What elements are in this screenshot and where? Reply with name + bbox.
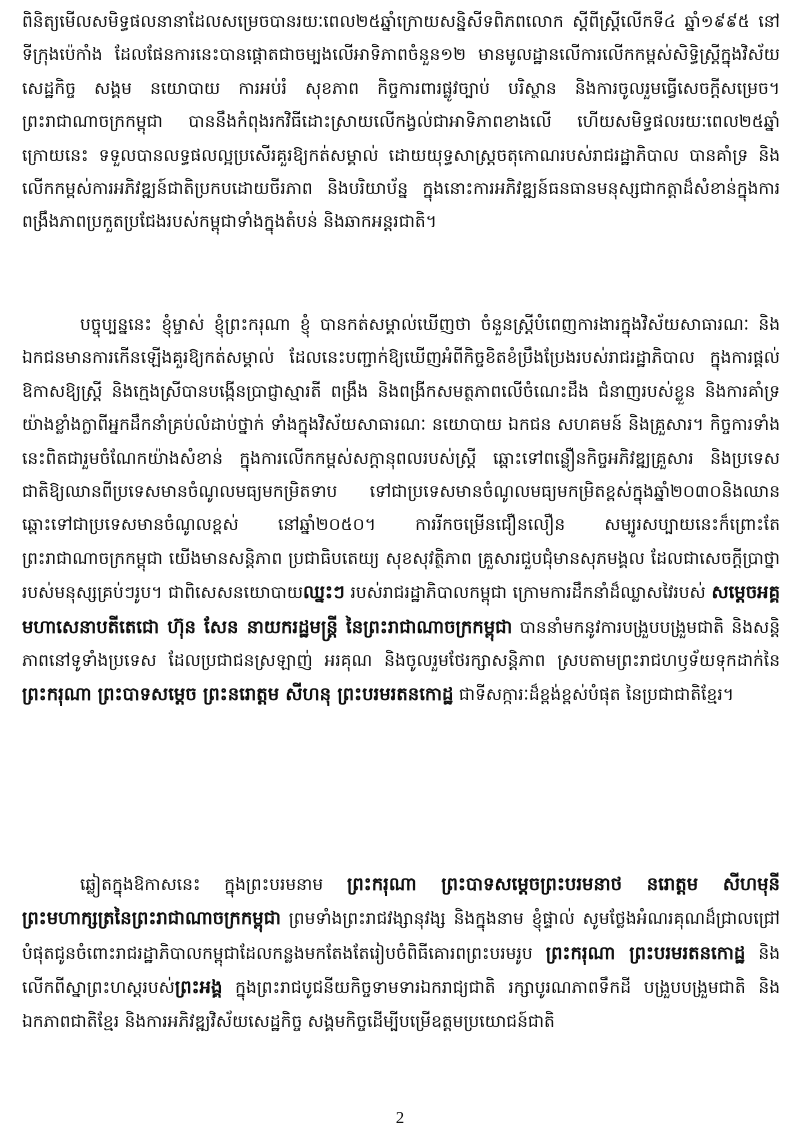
paragraph-1 xyxy=(22,6,780,274)
paragraph-3-text-b: ព្រមទាំងព្រះរាជវង្សានុវង្ស និងក្នុងនាម ខ្ញុំផ្ទាល់ សូមថ្លែងអំណរគុណដ៏ជ្រាលជ្រៅបំផុតជូនចំពោះរាជរដ្ឋាភិបាលកម្ពុជាដែលកន្លងមកតែងតែរៀបចំពិធីគោរពព្រះបរមរូប xyxy=(22,909,780,964)
paragraph-3-bold-king: ព្រះករុណា ព្រះបាទសម្តេចព្រះបរមនាថ នរោត្តម សីហមុនី ព្រះមហាក្សត្រនៃព្រះរាជាណាចក្រកម្ពុជា xyxy=(22,874,780,930)
document-page xyxy=(22,0,780,1143)
paragraph-2-text-c: បាននាំមកនូវការបង្រួបបង្រួមជាតិ និងសន្តិភាពនៅទូទាំងប្រទេស ដែលប្រជាជនស្រឡាញ់ អរគុណ និងចូលរួមថែរក្សាសន្តិភាព ស្របតាមព្រះរាជហឫទ័យទុកដាក់នៃ xyxy=(22,617,780,672)
paragraph-2-text-d: ជាទីសក្ការៈដ៏ខ្ពង់ខ្ពស់បំផុត នៃប្រជាជាតិខ្មែរ។ xyxy=(453,685,734,706)
paragraph-2-bold-prime-minister: សម្តេចអគ្គមហាសេនាបតីតេជោ ហ៊ុន សែន នាយករដ្ឋមន្ត្រី នៃព្រះរាជាណាចក្រកម្ពុជា xyxy=(22,582,780,638)
paragraph-2-bold-king-father: ព្រះករុណា ព្រះបាទសម្តេច ព្រះនរោត្តម សីហនុ ព្រះបរមរតនកោដ្ឋ xyxy=(22,684,454,706)
paragraph-3 xyxy=(22,868,780,1102)
paragraph-3-text-c: និងលើកពីស្នាព្រះហស្តរបស់ xyxy=(22,943,780,999)
page-number: 2 xyxy=(395,1108,405,1127)
paragraph-2-bold-policy: ឈ្នះៗ xyxy=(303,582,345,604)
paragraph-3-bold-king-father: ព្រះករុណា ព្រះបរមរតនកោដ្ឋ xyxy=(545,942,746,964)
paragraph-3-text-a: ឆ្លៀតក្នុងឱកាសនេះ ក្នុងព្រះបរមនាម xyxy=(80,875,347,895)
paragraph-2 xyxy=(22,309,780,907)
paragraph-3-text-d: ក្នុងព្រះរាជបូជនីយកិច្ចទាមទារឯករាជ្យជាតិ រក្សាបូរណភាពទឹកដី បង្រួបបង្រួមជាតិ និងឯកភាពជាតិខ្មែរ និងការអភិវឌ្ឍវិស័យសេដ្ឋកិច្ច សង្គមកិច្ចដើម្បីបម្រើឧត្តមប្រយោជន៍ជាតិ xyxy=(22,978,780,1032)
paragraph-2-text-a: បច្ចុប្បន្ននេះ ខ្ញុំម្ចាស់ ខ្ញុំព្រះករុណា ខ្ញុំ បានកត់សម្គាល់ឃើញថា ចំនួនស្ត្រីបំពេញការងារក្នុងវិស័យសាធារណៈ និងឯកជនមានការកើនឡើងគួរឱ្យកត់សម្គាល់ ដែលនេះបញ្ជាក់ឱ្យឃើញអំពីកិច្ចខិតខំប្រឹងប្រែងរបស់រាជរដ្ឋាភិបាល ក្នុងការផ្តល់ឱកាសឱ្យស្ត្រី និងក្មេងស្រីបានបង្កើនប្រាជ្ញាស្មារតី ពង្រឹង និងពង្រីកសមត្ថភាពលើចំណេះដឹង ជំនាញរបស់ខ្លួន និងការគាំទ្រយ៉ាងខ្លាំងក្លាពីអ្នកដឹកនាំគ្រប់លំដាប់ថ្នាក់ ទាំងក្នុងវិស័យសាធារណៈ នយោបាយ ឯកជន សហគមន៍ និងគ្រួសារ។ កិច្ចការទាំងនេះពិតជារួមចំណែកយ៉ាងសំខាន់ ក្នុងការលើកកម្ពស់សក្តានុពលរបស់ស្ត្រី ឆ្ពោះទៅពន្លឿនកិច្ចអភិវឌ្ឍគ្រួសារ និងប្រទេសជាតិឱ្យឈានពីប្រទេសមានចំណូលមធ្យមកម្រិតទាប ទៅជាប្រទេសមានចំណូលមធ្យមកម្រិតខ្ពស់ក្នុងឆ្នាំ២០៣០និងឈានឆ្ពោះទៅជាប្រទេសមានចំណូលខ្ពស់ នៅឆ្នាំ២០៥០។ ការរីកចម្រើនជឿនលឿន សម្បូរសប្បាយនេះក៏ព្រោះតែព្រះរាជាណាចក្រកម្ពុជា យើងមានសន្តិភាព ប្រជាធិបតេយ្យ សុខសុវត្ថិភាព គ្រួសារជួបជុំមានសុភមង្គល ដែលជាសេចក្តីប្រាថ្នារបស់មនុស្សគ្រប់ៗរូប។ ជាពិសេសនយោបាយ xyxy=(22,315,780,604)
paragraph-2-text-b: របស់រាជរដ្ឋាភិបាលកម្ពុជា ក្រោមការដឹកនាំដ៏ឈ្លាសវៃរបស់ xyxy=(344,583,712,604)
paragraph-3-bold-his-majesty: ព្រះអង្គ xyxy=(174,977,223,999)
paragraph-1-text: ពិនិត្យមើលសមិទ្ធផលនានាដែលសម្រេចបានរយៈពេល២៥ឆ្នាំក្រោយសន្និសីទពិភពលោក ស្តីពីស្ត្រីលើកទី៤ ឆ្នាំ១៩៩៥ នៅទីក្រុងប៉េកាំង ដែលផែនការនេះបានផ្តោតជាចម្បងលើអាទិភាពចំនួន១២ មានមូលដ្ឋានលើការលើកកម្ពស់សិទ្ធិស្ត្រីក្នុងវិស័យសេដ្ឋកិច្ច សង្គម នយោបាយ ការអប់រំ សុខភាព កិច្ចការពារផ្លូវច្បាប់ បរិស្ថាន និងការចូលរួមធ្វើសេចក្តីសម្រេច។ ព្រះរាជាណាចក្រកម្ពុជា បាននឹងកំពុងរកវិធីដោះស្រាយលើកង្វល់ជាអាទិភាពខាងលើ ហើយសមិទ្ធផលរយៈពេល២៥ឆ្នាំក្រោយនេះ ទទួលបានលទ្ធផលល្អប្រសើរគួរឱ្យកត់សម្គាល់ ដោយយុទ្ធសាស្ត្រចតុកោណរបស់រាជរដ្ឋាភិបាល បានគាំទ្រ និងលើកកម្ពស់ការអភិវឌ្ឍន៍ជាតិប្រកបដោយចីរភាព និងបរិយាប័ន្ន ក្នុងនោះការអភិវឌ្ឍន៍ធនធានមនុស្សជាកត្តាដ៏សំខាន់ក្នុងការពង្រឹងភាពប្រកួតប្រជែងរបស់កម្ពុជាទាំងក្នុងតំបន់ និងឆាកអន្តរជាតិ។ xyxy=(22,12,780,233)
